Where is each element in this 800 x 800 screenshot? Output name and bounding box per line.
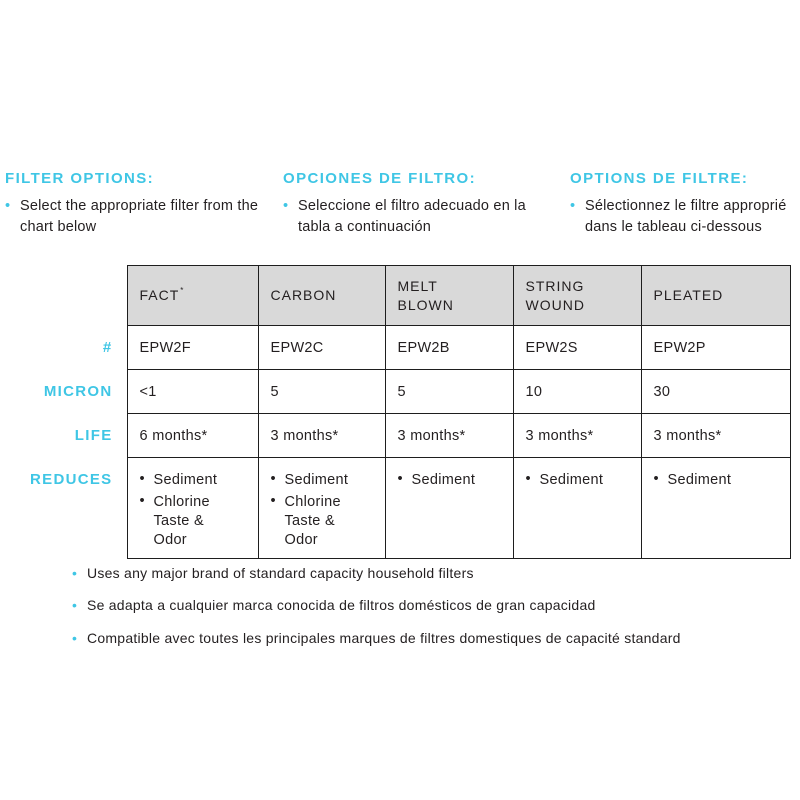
reduces-list [654, 471, 782, 490]
bullet-icon: • [525, 471, 531, 487]
life-cell: 3 months* [641, 414, 790, 458]
number-cell: EPW2C [258, 326, 385, 370]
intro-column-french [570, 170, 798, 238]
micron-cell: <1 [127, 370, 258, 414]
table-row-number [0, 326, 790, 370]
bullet-icon: • [5, 198, 11, 214]
bullet-icon: • [72, 565, 78, 581]
number-cell: EPW2F [127, 326, 258, 370]
intro-bullet-spanish [283, 196, 545, 238]
number-cell: EPW2S [513, 326, 641, 370]
micron-cell: 5 [385, 370, 513, 414]
row-label-reduces: REDUCES [0, 458, 127, 559]
column-header-fact: FACT* [127, 266, 258, 326]
life-cell: 3 months* [513, 414, 641, 458]
footnote-item [72, 563, 782, 583]
column-header-melt-blown: MELT BLOWN [385, 266, 513, 326]
reduces-item: • Sediment [653, 471, 732, 488]
bullet-icon: • [139, 492, 145, 509]
row-label-micron: MICRON [0, 370, 127, 414]
micron-cell: 10 [513, 370, 641, 414]
number-cell: EPW2P [641, 326, 790, 370]
table-header-row [0, 266, 790, 326]
bullet-icon: • [72, 597, 78, 614]
table-row-micron [0, 370, 790, 414]
footnote-list [72, 563, 782, 660]
number-cell: EPW2B [385, 326, 513, 370]
reduces-cell [385, 458, 513, 559]
reduces-item: • Sediment [397, 471, 476, 488]
reduces-item: • Sediment [139, 471, 218, 488]
life-cell: 3 months* [258, 414, 385, 458]
reduces-cell [258, 458, 385, 559]
footnote-text: Uses any major brand of standard capacity household filters [87, 565, 474, 581]
section-title-spanish: OPCIONES DE FILTRO: [283, 170, 476, 187]
reduces-list [271, 471, 377, 549]
intro-column-english [5, 170, 263, 238]
life-cell: 3 months* [385, 414, 513, 458]
reduces-list [140, 471, 250, 549]
row-label-life: LIFE [0, 414, 127, 458]
column-header-carbon: CARBON [258, 266, 385, 326]
intro-bullet-french [570, 196, 798, 238]
section-title-french: OPTIONS DE FILTRE: [570, 170, 749, 187]
filter-table-section [0, 265, 791, 559]
header-spacer-cell [0, 266, 127, 326]
column-header-pleated: PLEATED [641, 266, 790, 326]
bullet-icon: • [397, 471, 403, 487]
bullet-icon: • [570, 198, 576, 214]
intro-bullet-text: Seleccione el filtro adecuado en la tabla a continuación [298, 198, 526, 236]
reduces-item: • Chlorine Taste & Odor [270, 492, 341, 548]
footnote-item [72, 595, 782, 615]
fact-footnote-mark: * [180, 286, 185, 296]
column-header-string-wound: STRING WOUND [513, 266, 641, 326]
intro-bullet-text: Sélectionnez le filtre approprié dans le tableau ci-dessous [585, 198, 787, 236]
micron-cell: 5 [258, 370, 385, 414]
footnote-item [72, 628, 782, 648]
table-row-reduces [0, 458, 790, 559]
bullet-icon: • [139, 471, 145, 487]
reduces-item: • Chlorine Taste & Odor [139, 492, 210, 548]
reduces-cell [513, 458, 641, 559]
bullet-icon: • [270, 492, 276, 509]
section-title-english: FILTER OPTIONS: [5, 170, 155, 187]
reduces-list [526, 471, 633, 490]
bullet-icon: • [283, 198, 289, 214]
intro-bullet-english [5, 196, 263, 238]
reduces-item: • Sediment [525, 471, 604, 488]
reduces-cell [127, 458, 258, 559]
filter-table [0, 265, 791, 559]
bullet-icon: • [270, 471, 276, 487]
row-label-number: # [0, 326, 127, 370]
intro-bullet-text: Select the appropriate filter from the chart below [20, 198, 259, 236]
bullet-icon: • [653, 471, 659, 487]
micron-cell: 30 [641, 370, 790, 414]
reduces-item: • Sediment [270, 471, 349, 488]
footnote-text: Compatible avec toutes les principales marques de filtres domestiques de capacité standard [87, 629, 681, 646]
life-cell: 6 months* [127, 414, 258, 458]
reduces-cell [641, 458, 790, 559]
bullet-icon: • [72, 629, 78, 646]
intro-column-spanish [283, 170, 545, 238]
reduces-list [398, 471, 505, 490]
table-row-life [0, 414, 790, 458]
footnote-text: Se adapta a cualquier marca conocida de filtros domésticos de gran capacidad [87, 597, 596, 614]
